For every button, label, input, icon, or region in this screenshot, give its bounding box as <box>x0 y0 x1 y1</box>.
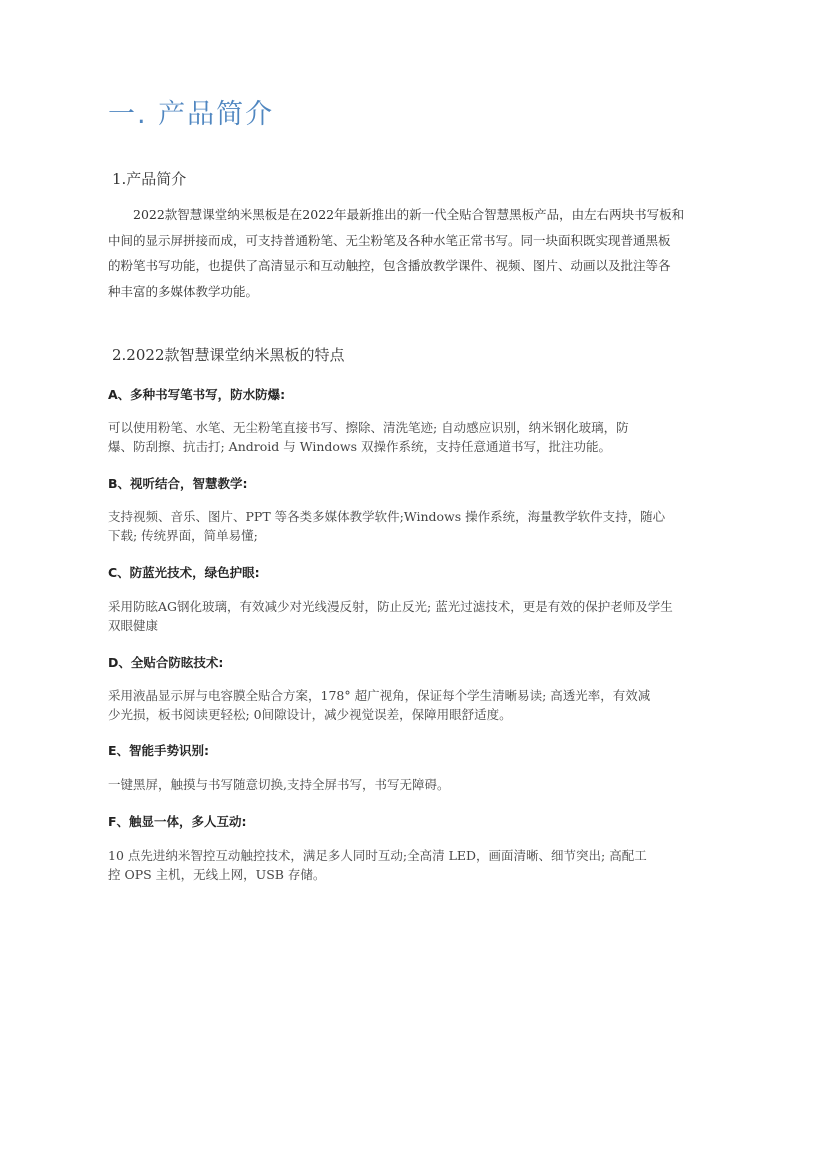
feature-line: 采用防眩AG钢化玻璃，有效减少对光线漫反射，防止反光; 蓝光过滤技术，更是有效的保护老师及学生 <box>108 599 673 614</box>
intro-line: 种丰富的多媒体教学功能。 <box>108 283 259 299</box>
feature-line: 一键黑屏，触摸与书写随意切换,支持全屏书写，书写无障碍。 <box>108 777 450 792</box>
feature-line: 可以使用粉笔、水笔、无尘粉笔直接书写、擦除、清洗笔迹; 自动感应识别，纳米钢化玻璃，防 <box>108 420 629 435</box>
feature-e-text <box>108 775 748 794</box>
intro-line: 2022款智慧课堂纳米黑板是在2022年最新推出的新一代全贴合智慧黑板产品，由左右两块书写板和 <box>133 207 685 222</box>
feature-a-title: A、多种书写笔书写，防水防爆: <box>108 387 286 402</box>
feature-b-text <box>108 507 748 545</box>
intro-line: 的粉笔书写功能，也提供了高清显示和互动触控，包含播放教学课件、视频、图片、动画以及批注等各 <box>108 258 671 273</box>
features-heading: 2.2022款智慧课堂纳米黑板的特点 <box>112 346 345 364</box>
feature-e-title: E、智能手势识别: <box>108 743 210 758</box>
feature-c-text <box>108 597 748 635</box>
feature-a-text <box>108 418 748 456</box>
intro-paragraph <box>108 202 738 304</box>
feature-line: 控 OPS 主机，无线上网，USB 存储。 <box>108 867 326 882</box>
intro-line: 中间的显示屏拼接而成，可支持普通粉笔、无尘粉笔及各种水笔正常书写。同一块面积既实现普通黑板 <box>108 232 671 248</box>
feature-c-title: C、防蓝光技术，绿色护眼: <box>108 565 260 580</box>
feature-f-text <box>108 846 748 884</box>
feature-line: 支持视频、音乐、图片、PPT 等各类多媒体教学软件;Windows 操作系统，海量教学软件支持，随心 <box>108 509 666 524</box>
feature-line: 采用液晶显示屏与电容膜全贴合方案，178° 超广视角，保证每个学生清晰易读; 高透光率，有效减 <box>108 688 651 703</box>
feature-line: 少光损，板书阅读更轻松; 0间隙设计，减少视觉误差，保障用眼舒适度。 <box>108 707 512 722</box>
intro-heading: 1.产品简介 <box>112 170 187 188</box>
feature-d-title: D、全贴合防眩技术: <box>108 655 224 670</box>
feature-line: 10 点先进纳米智控互动触控技术，满足多人同时互动;全高清 LED，画面清晰、细节突出; 高配工 <box>108 848 647 863</box>
feature-b-title: B、视听结合，智慧教学: <box>108 476 248 491</box>
feature-line: 双眼健康 <box>108 618 159 633</box>
feature-line: 爆、防刮擦、抗击打; Android 与 Windows 双操作系统，支持任意通道书写，批注功能。 <box>108 439 612 454</box>
feature-d-text <box>108 686 748 724</box>
section-title: 一. 产品简介 <box>108 99 275 130</box>
feature-f-title: F、触显一体，多人互动: <box>108 814 247 829</box>
feature-line: 下载; 传统界面，简单易懂; <box>108 528 258 543</box>
